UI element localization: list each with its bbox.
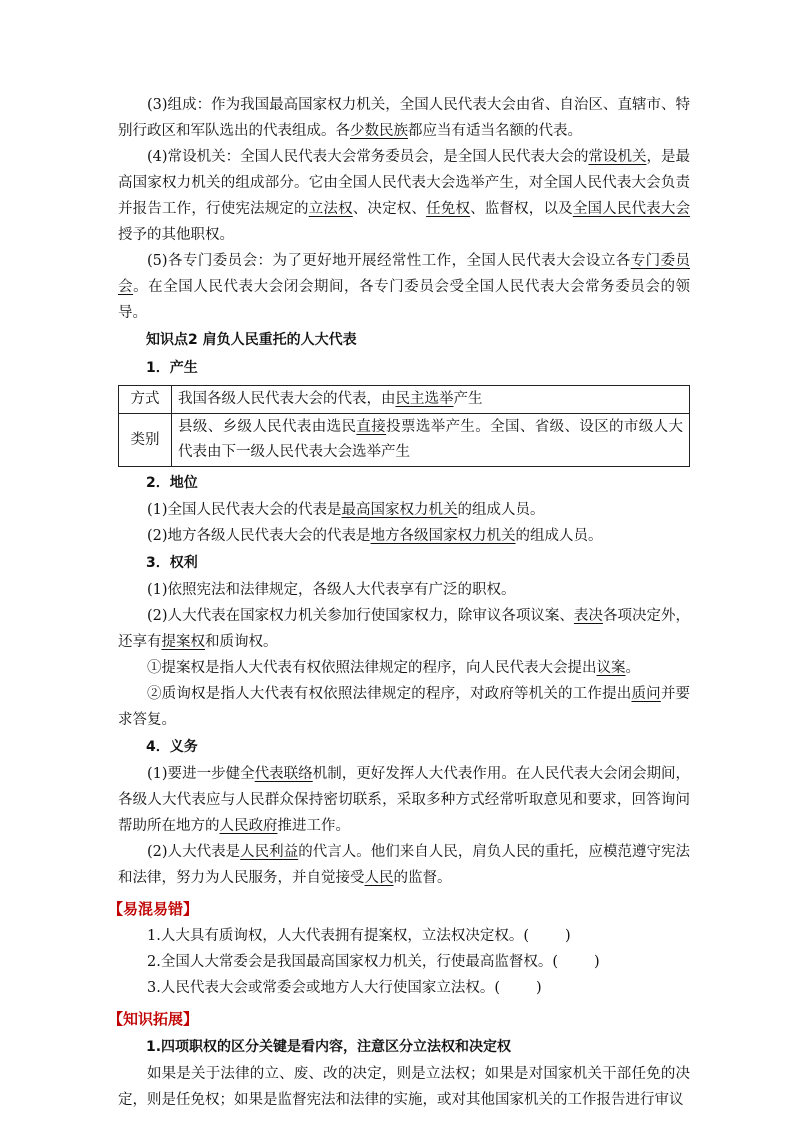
underlined-term: 民主选举 — [395, 391, 454, 407]
table-cell-key: 类别 — [119, 414, 172, 467]
underlined-term: 专门委员会 — [118, 253, 691, 295]
table-row — [119, 414, 690, 467]
paragraph-special-committees: (5)各专门委员会：为了更好地开展经常性工作，全国人民代表大会设立各专门委员会。在全国人民代表大会闭会期间，各专门委员会受全国人民代表大会常务委员会的领导。 — [118, 253, 691, 321]
paragraph-composition: (3)组成：作为我国最高国家权力机关，全国人民代表大会由省、自治区、直辖市、特别行政区和军队选出的代表组成。各少数民族都应当有适当名额的代表。 — [118, 97, 690, 139]
table-cell-value: 我国各级人民代表大会的代表，由民主选举产生 — [172, 386, 690, 414]
paragraph-inquiry-right: ②质询权是指人大代表有权依照法律规定的程序，对政府等机关的工作提出质问并要求答复。 — [118, 686, 691, 728]
underlined-term: 代表联络 — [254, 766, 313, 782]
document-page — [108, 92, 691, 1113]
paragraph-status-2: (2)地方各级人民代表大会的代表是地方各级国家权力机关的组成人员。 — [147, 528, 603, 544]
table-cell-value: 县级、乡级人民代表由选民直接投票选举产生。全国、省级、设区的市级人大代表由下一级人民代表大会选举产生 — [172, 414, 690, 467]
underlined-term: 直接 — [356, 419, 387, 435]
underlined-term: 提案权 — [161, 634, 205, 650]
underlined-term: 全国人民代表大会 — [572, 201, 691, 217]
underlined-term: 最高国家权力机关 — [341, 502, 458, 518]
paragraph-rights-1: (1)依照宪法和法律规定，各级人大代表享有广泛的职权。 — [147, 582, 516, 598]
paragraph-duties-2: (2)人大代表是人民利益的代言人。他们来自人民，肩负人民的重托，应模范遵守宪法和法律，努力为人民服务，并自觉接受人民的监督。 — [118, 844, 691, 886]
underlined-term: 质问 — [631, 686, 661, 702]
extension-paragraph: 如果是关于法律的立、废、改的决定，则是立法权；如果是对国家机关干部任免的决定，则是任免权；如果是监督宪法和法律的实施，或对其他国家机关的工作报告进行审议 — [118, 1066, 690, 1108]
paragraph-status-1: (1)全国人民代表大会的代表是最高国家权力机关的组成人员。 — [147, 502, 545, 518]
paragraph-rights-2: (2)人大代表在国家权力机关参加行使国家权力，除审议各项议案、表决各项决定外，还享有提案权和质询权。 — [118, 608, 691, 650]
underlined-term: 人民 — [364, 870, 394, 886]
subheading-duties: 4．义务 — [146, 739, 198, 755]
extension-heading: 1.四项职权的区分关键是看内容，注意区分立法权和决定权 — [146, 1039, 512, 1055]
paragraph-standing-body: (4)常设机关：全国人民代表大会常务委员会，是全国人民代表大会的常设机关，是最高国家权力机关的组成部分。它由全国人民代表大会选举产生，对全国人民代表大会负责并报告工作，行使宪法规定的立法权、决定权、任免权、监督权，以及全国人民代表大会授予的其他职权。 — [118, 149, 691, 243]
underlined-term: 议案 — [596, 660, 626, 676]
table-cell-key: 方式 — [119, 386, 172, 414]
generation-table — [118, 385, 690, 467]
question-3: 3.人民代表大会或常委会或地方人大行使国家立法权。( ) — [147, 980, 542, 996]
subheading-status: 2．地位 — [146, 475, 198, 491]
question-1: 1.人大具有质询权，人大代表拥有提案权，立法权决定权。( ) — [147, 928, 571, 944]
paragraph-duties-1: (1)要进一步健全代表联络机制，更好发挥人大代表作用。在人民代表大会闭会期间，各级人大代表应与人民群众保持密切联系，采取多种方式经常听取意见和要求，回答询问帮助所在地方的人民政府推进工作。 — [118, 766, 691, 834]
question-2: 2.全国人大常委会是我国最高国家权力机关，行使最高监督权。( ) — [147, 954, 600, 970]
paragraph-proposal-right: ①提案权是指人大代表有权依照法律规定的程序，向人民代表大会提出议案。 — [147, 660, 640, 676]
section-tag-knowledge-extension: 【知识拓展】 — [108, 1010, 199, 1028]
table-row — [119, 386, 690, 414]
underlined-term: 表决 — [573, 608, 603, 624]
section-tag-common-mistakes: 【易混易错】 — [108, 900, 199, 918]
subheading-generation: 1．产生 — [146, 360, 198, 376]
underlined-term: 少数民族 — [350, 123, 408, 139]
underlined-term: 地方各级国家权力机关 — [370, 528, 516, 544]
underlined-term: 人民政府 — [219, 818, 278, 834]
underlined-term: 立法权 — [308, 201, 353, 217]
underlined-term: 人民利益 — [240, 844, 299, 860]
subheading-rights: 3．权利 — [146, 555, 198, 571]
underlined-term: 常设机关 — [588, 149, 647, 165]
section-heading-knowledge-point-2: 知识点2 肩负人民重托的人大代表 — [146, 332, 357, 348]
underlined-term: 任免权 — [426, 201, 471, 217]
